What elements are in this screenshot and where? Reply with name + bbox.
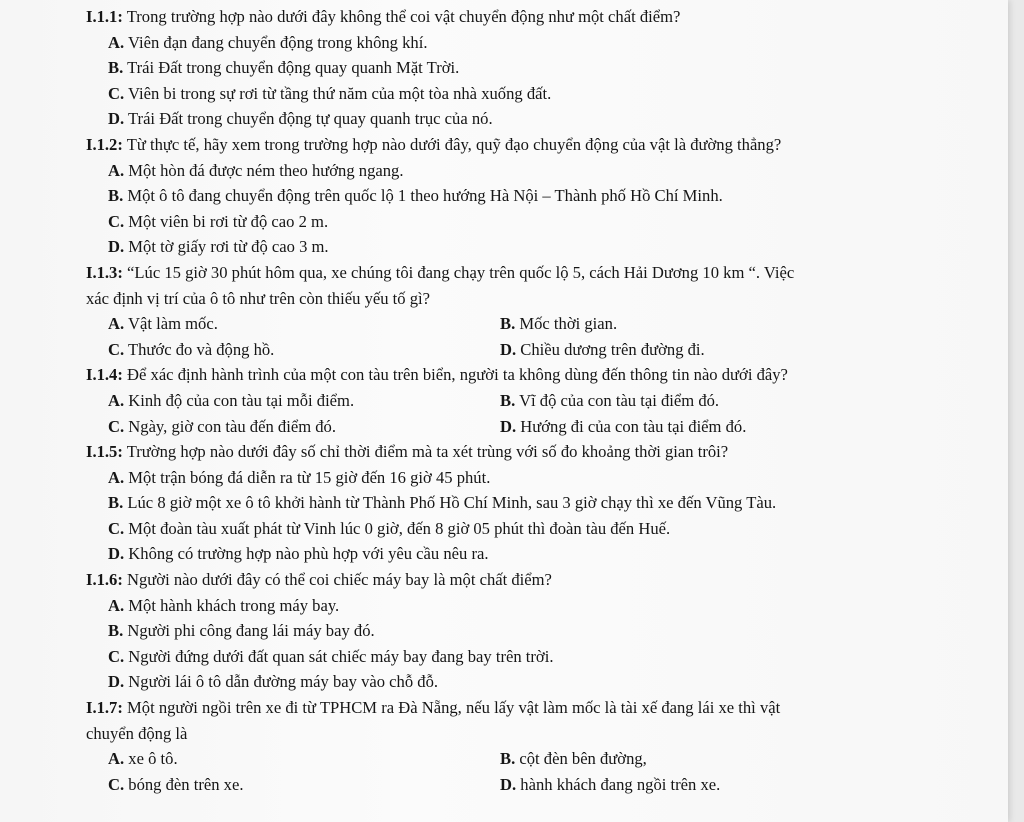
option-text: Một hòn đá được ném theo hướng ngang. — [124, 160, 404, 180]
option-text: Không có trường hợp nào phù hợp với yêu cầu nêu ra. — [124, 544, 489, 564]
question-5 — [86, 439, 986, 465]
option-text: Thước đo và động hồ. — [124, 339, 275, 359]
option-a — [86, 30, 986, 56]
option-letter: A. — [108, 314, 125, 334]
question-1 — [86, 4, 986, 30]
option-letter: B. — [500, 314, 516, 334]
question-text: Một người ngồi trên xe đi từ TPHCM ra Đà Nẵng, nếu lấy vật làm mốc là tài xế đang lái xe thì vật — [122, 698, 781, 718]
option-text: xe ô tô. — [124, 749, 178, 769]
option-a — [108, 311, 500, 337]
option-letter: D. — [108, 672, 125, 692]
option-text: Người lái ô tô dẫn đường máy bay vào chỗ đỗ. — [124, 672, 439, 692]
option-b — [86, 183, 986, 209]
option-row — [86, 337, 986, 363]
option-letter: A. — [108, 467, 125, 487]
option-text: bóng đèn trên xe. — [124, 774, 244, 794]
option-text: Chiều dương trên đường đi. — [516, 339, 705, 359]
option-text: Người phi công đang lái máy bay đó. — [123, 621, 375, 641]
question-id: I.1.4: — [86, 365, 123, 385]
option-text: Lúc 8 giờ một xe ô tô khởi hành từ Thành Phố Hồ Chí Minh, sau 3 giờ chạy thì xe đến Vũng Tàu. — [123, 493, 777, 513]
question-6 — [86, 567, 986, 593]
option-letter: A. — [108, 160, 125, 180]
question-7-continued: chuyển động là — [86, 723, 188, 743]
option-a — [86, 593, 986, 619]
option-letter: C. — [108, 774, 125, 794]
question-id: I.1.7: — [86, 698, 123, 718]
option-row — [86, 311, 986, 337]
option-c — [108, 337, 500, 363]
question-id: I.1.6: — [86, 570, 123, 590]
question-text: “Lúc 15 giờ 30 phút hôm qua, xe chúng tôi đang chạy trên quốc lộ 5, cách Hải Dương 10 km “. Việc — [122, 262, 795, 282]
option-b — [500, 388, 719, 414]
option-text: Một trận bóng đá diễn ra từ 15 giờ đến 16 giờ 45 phút. — [124, 467, 491, 487]
option-text: Một viên bi rơi từ độ cao 2 m. — [124, 211, 329, 231]
option-letter: D. — [108, 237, 125, 257]
option-text: hành khách đang ngồi trên xe. — [516, 774, 721, 794]
option-c — [86, 209, 986, 235]
option-letter: D. — [500, 774, 517, 794]
option-text: Vĩ độ của con tàu tại điểm đó. — [515, 390, 720, 410]
option-letter: B. — [108, 186, 124, 206]
question-id: I.1.3: — [86, 262, 123, 282]
option-text: Kinh độ của con tàu tại mỗi điểm. — [124, 390, 355, 410]
option-text: Người đứng dưới đất quan sát chiếc máy bay đang bay trên trời. — [124, 646, 554, 666]
option-text: Viên bi trong sự rơi từ tầng thứ năm của một tòa nhà xuống đất. — [124, 83, 552, 103]
option-text: Một ô tô đang chuyển động trên quốc lộ 1 theo hướng Hà Nội – Thành phố Hồ Chí Minh. — [123, 186, 723, 206]
option-row — [86, 414, 986, 440]
option-c — [108, 772, 500, 798]
question-text: Từ thực tế, hãy xem trong trường hợp nào dưới đây, quỹ đạo chuyển động của vật là đường thẳng? — [122, 134, 782, 154]
option-b — [86, 618, 986, 644]
option-letter: C. — [108, 83, 125, 103]
option-d — [500, 772, 720, 798]
option-d — [500, 414, 746, 440]
option-letter: A. — [108, 32, 125, 52]
option-text: Hướng đi của con tàu tại điểm đó. — [516, 416, 747, 436]
option-a — [108, 746, 500, 772]
option-letter: D. — [500, 416, 517, 436]
question-id: I.1.5: — [86, 442, 123, 462]
option-letter: B. — [108, 621, 124, 641]
question-4 — [86, 362, 986, 388]
option-text: Viên đạn đang chuyển động trong không khí. — [124, 32, 428, 52]
question-2 — [86, 132, 986, 158]
option-letter: A. — [108, 390, 125, 410]
option-letter: C. — [108, 416, 125, 436]
option-letter: D. — [500, 339, 517, 359]
option-d — [86, 234, 986, 260]
question-3 — [86, 260, 986, 286]
option-c — [86, 516, 986, 542]
question-3-continued: xác định vị trí của ô tô như trên còn thiếu yếu tố gì? — [86, 288, 431, 308]
option-c — [108, 414, 500, 440]
question-text: Để xác định hành trình của một con tàu trên biển, người ta không dùng đến thông tin nào dưới đây? — [122, 365, 788, 385]
option-text: Một hành khách trong máy bay. — [124, 595, 340, 615]
option-row — [86, 746, 986, 772]
question-text: Trường hợp nào dưới đây số chỉ thời điểm mà ta xét trùng với số đo khoảng thời gian trôi? — [122, 442, 729, 462]
option-b — [86, 55, 986, 81]
question-list — [86, 4, 986, 797]
option-c — [86, 81, 986, 107]
option-text: cột đèn bên đường, — [515, 749, 647, 769]
option-letter: C. — [108, 518, 125, 538]
option-letter: B. — [108, 493, 124, 513]
option-text: Mốc thời gian. — [515, 314, 618, 334]
option-b — [86, 490, 986, 516]
option-letter: B. — [500, 749, 516, 769]
option-letter: C. — [108, 339, 125, 359]
option-d — [86, 669, 986, 695]
question-id: I.1.2: — [86, 134, 123, 154]
option-d — [86, 106, 986, 132]
option-letter: D. — [108, 544, 125, 564]
option-text: Trái Đất trong chuyển động tự quay quanh trục của nó. — [124, 109, 493, 129]
option-text: Trái Đất trong chuyển động quay quanh Mặt Trời. — [123, 58, 460, 78]
option-row — [86, 388, 986, 414]
option-a — [86, 158, 986, 184]
option-a — [86, 465, 986, 491]
option-text: Một tờ giấy rơi từ độ cao 3 m. — [124, 237, 329, 257]
question-text: Trong trường hợp nào dưới đây không thể coi vật chuyển động như một chất điểm? — [122, 7, 681, 26]
option-letter: C. — [108, 646, 125, 666]
question-id: I.1.1: — [86, 7, 123, 26]
option-c — [86, 644, 986, 670]
option-letter: B. — [500, 390, 516, 410]
option-letter: D. — [108, 109, 125, 129]
option-d — [500, 337, 705, 363]
option-text: Vật làm mốc. — [124, 314, 218, 334]
question-text: Người nào dưới đây có thể coi chiếc máy bay là một chất điểm? — [122, 570, 552, 590]
option-letter: C. — [108, 211, 125, 231]
option-text: Ngày, giờ con tàu đến điểm đó. — [124, 416, 336, 436]
option-b — [500, 311, 617, 337]
option-text: Một đoàn tàu xuất phát từ Vinh lúc 0 giờ, đến 8 giờ 05 phút thì đoàn tàu đến Huế. — [124, 518, 671, 538]
option-row — [86, 772, 986, 798]
question-7 — [86, 695, 986, 721]
option-letter: A. — [108, 595, 125, 615]
option-d — [86, 541, 986, 567]
option-letter: A. — [108, 749, 125, 769]
option-letter: B. — [108, 58, 124, 78]
option-a — [108, 388, 500, 414]
option-b — [500, 746, 647, 772]
